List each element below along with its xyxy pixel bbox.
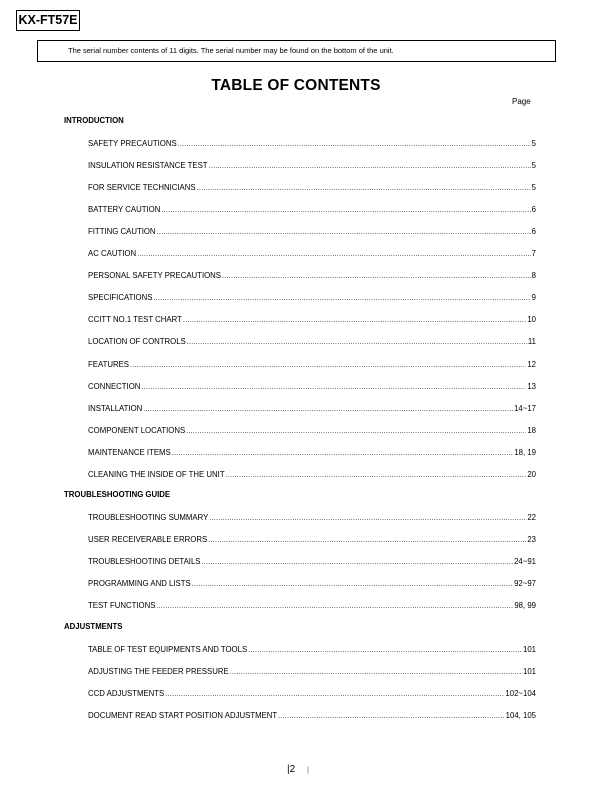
toc-entry-page: 5 [531,161,536,171]
toc-entry[interactable] [88,645,536,656]
toc-entry-label: FITTING CAUTION [88,227,156,237]
toc-entry[interactable] [88,139,536,150]
toc-entry-page: 6 [531,205,536,215]
toc-entry[interactable] [88,271,536,282]
dot-leader [208,536,526,546]
model-number: KX-FT57E [18,13,78,27]
toc-entry-label: PERSONAL SAFETY PRECAUTIONS [88,271,222,281]
toc-entry-page: 92~97 [514,579,536,589]
toc-entry-page: 20 [527,469,536,479]
footer-bar-right: | [307,767,309,774]
toc-entry-page: 12 [527,359,536,369]
toc-entry-label: INSULATION RESISTANCE TEST [88,161,208,171]
dot-leader [209,514,526,524]
toc-entry-page: 5 [531,139,536,148]
dot-leader [186,427,526,437]
dot-leader [165,690,504,700]
dot-leader [137,250,531,260]
toc-entry-label: CLEANING THE INSIDE OF THE UNIT [88,469,225,479]
toc-entry-label: PROGRAMMING AND LISTS [88,579,191,589]
toc-entry[interactable] [88,183,536,194]
dot-leader [230,668,522,678]
toc-entry-page: 8 [531,271,536,281]
toc-entry-label: TEST FUNCTIONS [88,601,156,611]
toc-entry-label: TROUBLESHOOTING SUMMARY [88,513,209,522]
toc-entry[interactable] [88,513,536,524]
toc-entry-page: 18 [527,425,536,435]
dot-leader [248,646,522,656]
dot-leader [192,580,513,590]
toc-entry[interactable] [88,667,536,678]
toc-entry-label: COMPONENT LOCATIONS [88,425,186,435]
dot-leader [172,449,514,459]
toc-entry-page: 14~17 [514,403,536,413]
toc-entry-label: FOR SERVICE TECHNICIANS [88,183,196,193]
toc-entry[interactable] [88,557,536,568]
toc-entry[interactable] [88,205,536,216]
toc-entry-label: BATTERY CAUTION [88,205,161,215]
section-heading: TROUBLESHOOTING GUIDE [64,490,171,499]
toc-entry-page: 101 [522,645,536,654]
toc-entry[interactable] [88,360,536,371]
toc-entry[interactable] [88,315,536,326]
dot-leader [143,405,513,415]
dot-leader [141,383,526,393]
dot-leader [197,184,531,194]
model-number-box [16,10,80,31]
dot-leader [209,162,531,172]
toc-entry-page: 11 [527,337,536,347]
toc-entry[interactable] [88,711,536,722]
toc-entry[interactable] [88,161,536,172]
toc-entry-label: LOCATION OF CONTROLS [88,337,186,347]
toc-entry-page: 18, 19 [514,447,536,457]
serial-number-notice [37,40,556,62]
section-heading: ADJUSTMENTS [64,622,123,631]
toc-entry-page: 22 [527,513,536,522]
toc-entry[interactable] [88,249,536,260]
toc-entry-label: INSTALLATION [88,403,143,413]
dot-leader [187,338,527,348]
page-footer [287,764,309,775]
toc-entry-label: TABLE OF TEST EQUIPMENTS AND TOOLS [88,645,248,654]
toc-entry-label: SAFETY PRECAUTIONS [88,139,177,148]
dot-leader [130,361,526,371]
dot-leader [153,294,530,304]
toc-entry-page: 102~104 [505,689,536,699]
toc-entry-label: USER RECEIVERABLE ERRORS [88,535,208,545]
toc-entry[interactable] [88,426,536,437]
toc-entry[interactable] [88,404,536,415]
toc-entry[interactable] [88,535,536,546]
toc-entry-label: ADJUSTING THE FEEDER PRESSURE [88,667,229,677]
toc-entry-page: 101 [522,667,536,677]
dot-leader [161,206,530,216]
dot-leader [183,316,526,326]
toc-entry[interactable] [88,448,536,459]
toc-entry[interactable] [88,227,536,238]
toc-entry-label: CCITT NO.1 TEST CHART [88,315,182,325]
dot-leader [222,272,531,282]
section-heading: INTRODUCTION [64,116,124,125]
toc-entry-label: DOCUMENT READ START POSITION ADJUSTMENT [88,711,278,721]
toc-entry-page: 6 [531,227,536,237]
toc-entry-label: MAINTENANCE ITEMS [88,447,171,457]
dot-leader [157,228,531,238]
dot-leader [178,140,531,150]
page-title: TABLE OF CONTENTS [211,77,381,94]
toc-entry[interactable] [88,382,536,393]
toc-entry-label: AC CAUTION [88,249,137,259]
toc-entry[interactable] [88,337,536,348]
toc-entry-page: 23 [527,535,536,545]
toc-entry-page: 13 [527,381,536,391]
dot-leader [156,602,513,612]
toc-entry[interactable] [88,470,536,481]
toc-entry[interactable] [88,689,536,700]
toc-entry[interactable] [88,601,536,612]
toc-entry-label: TROUBLESHOOTING DETAILS [88,557,201,567]
toc-entry-label: SPECIFICATIONS [88,293,153,303]
toc-entry-page: 5 [531,183,536,193]
toc-entry-page: 24~91 [514,557,536,567]
footer-bar-left: | [287,764,290,775]
toc-entry-page: 10 [527,315,536,325]
toc-entry-page: 7 [531,249,536,259]
footer-page-number: 2 [289,764,296,775]
toc-entry-page: 104, 105 [505,711,536,721]
page-column-label: Page [512,97,531,106]
serial-number-notice-text: The serial number contents of 11 digits. The serial number may be found on the bottom of the unit. [68,46,394,55]
toc-entry[interactable] [88,293,536,304]
toc-entry-page: 98, 99 [514,601,536,611]
toc-entry-label: CONNECTION [88,381,141,391]
toc-entry[interactable] [88,579,536,590]
toc-entry-label: CCD ADJUSTMENTS [88,689,165,699]
toc-entry-page: 9 [531,293,536,303]
dot-leader [202,558,514,568]
toc-entry-label: FEATURES [88,359,130,369]
dot-leader [226,471,527,481]
dot-leader [278,712,504,722]
